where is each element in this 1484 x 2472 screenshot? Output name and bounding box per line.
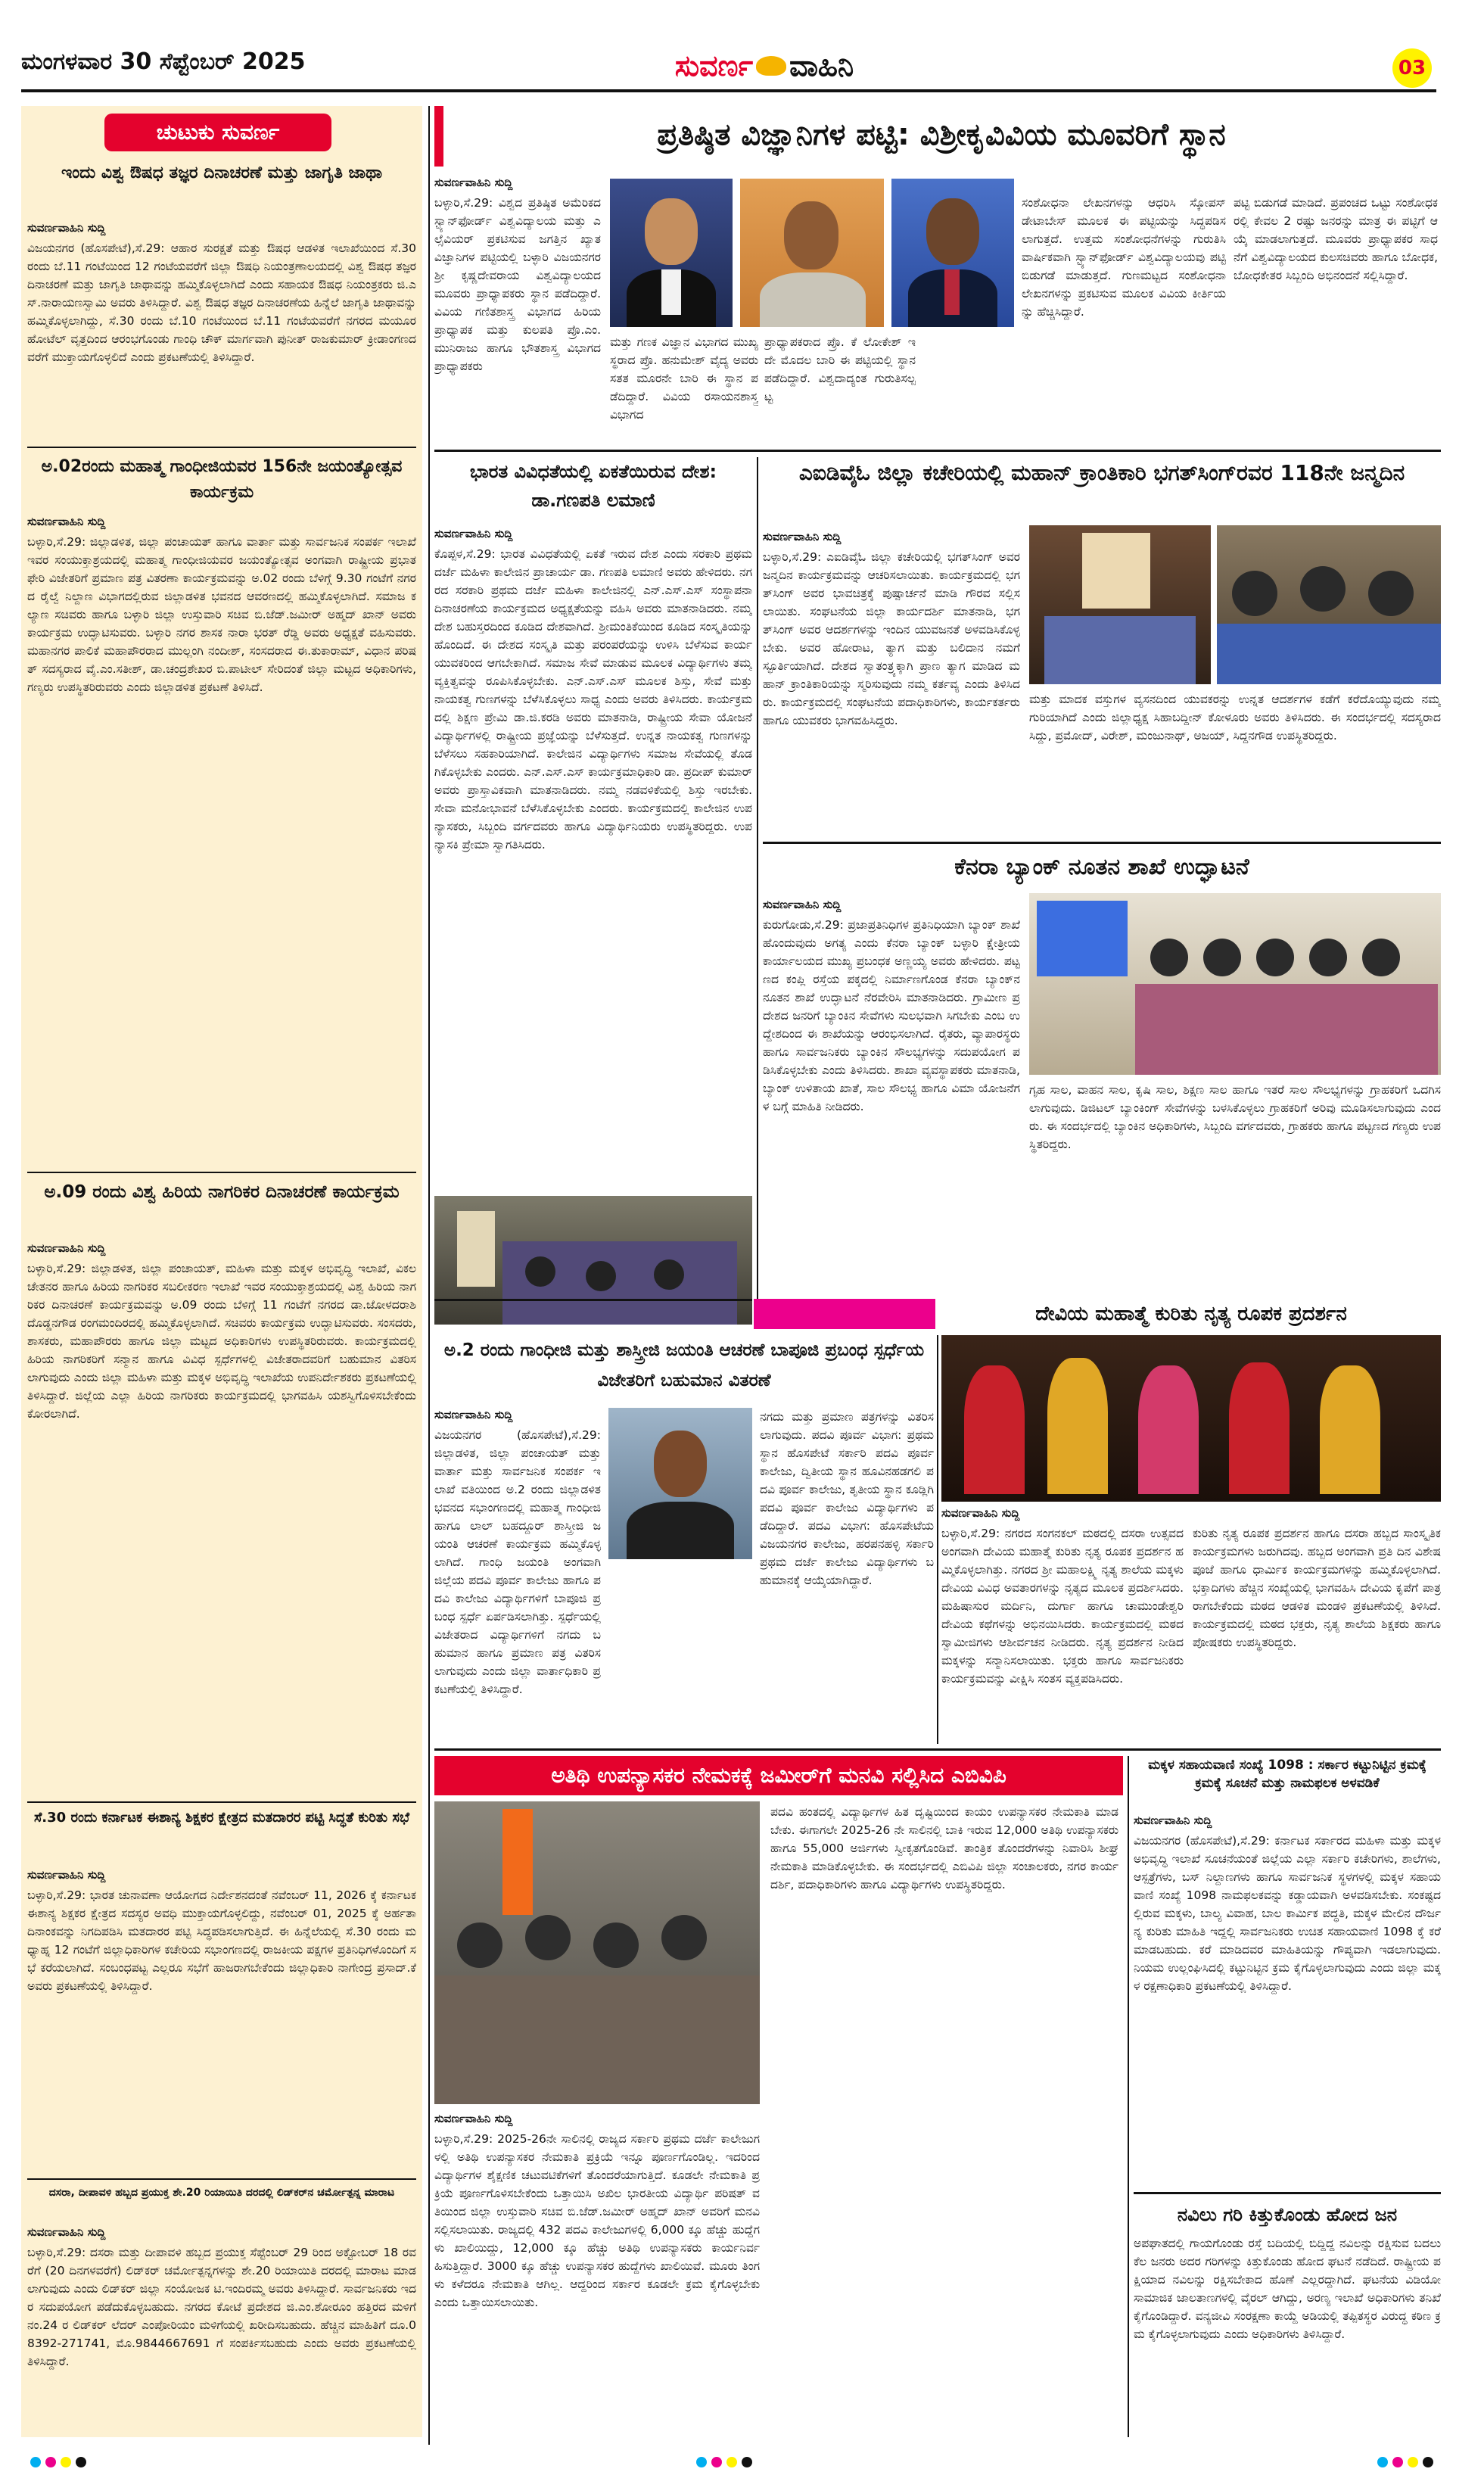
bhagat-body-2: ಮತ್ತು ಮಾದಕ ವಸ್ತುಗಳ ವ್ಯಸನದಿಂದ ಯುವಕರನ್ನು ಉನ್ನತ ಆದರ್ಶಗಳ ಕಡೆಗೆ ಕರೆದೊಯ್ಯುವುದು ನಮ್ಮ ಗುರಿಯಾಗಿದೆ ಎಂದು ಜಿಲ್ಲಾಧ್ಯಕ್ಷ ಸಿಹಾಬದ್ದೀನ್ ಕೋಳೂರು ಅವರು ತಿಳಿಸಿದರು. ಈ ಸಂದರ್ಭದಲ್ಲಿ ಸದಸ್ಯರಾದ ಸಿದ್ದು, ಪ್ರಮೋದ್, ವಿರೇಶ್, ಮಂಜುನಾಥ್, ಅಜಯ್, ಸಿದ್ದನಗೌಡ ಉಪಸ್ಥಿತರಿದ್ದರು. — [1029, 693, 1441, 743]
brief-5-headline: ದಸರಾ, ದೀಪಾವಳಿ ಹಬ್ಬದ ಪ್ರಯುಕ್ತ ಶೇ.20 ರಿಯಾಯಿತಿ ದರದಲ್ಲಿ ಲಿಡ್‌ಕರ್‌ನ ಚರ್ಮೋತ್ಪನ್ನ ಮಾರಾಟ — [48, 2187, 395, 2199]
masthead — [0, 0, 1484, 91]
top-story-col5: ಪಟ್ಟಿ ಬಿಡುಗಡೆ ಮಾಡಿದೆ. ಪ್ರಪಂಚದ ಒಟ್ಟು ಸಂಶೋಧಕರಲ್ಲಿ ಕೇವಲ 2 ರಷ್ಟು ಜನರನ್ನು ಮಾತ್ರ ಈ ಪಟ್ಟಿಗೆ ಆಯ್ಕೆ ಮಾಡಲಾಗುತ್ತದೆ. ಮೂವರು ಪ್ರಾಧ್ಯಾಪಕರ ಸಾಧನೆಗೆ ವಿಶ್ವವಿದ್ಯಾಲಯದ ಕುಲಸಚಿವರು ಹಾಗೂ ಬೋಧಕ, ಬೋಧಕೇತರ ಸಿಬ್ಬಂದಿ ಅಭಿನಂದನೆ ಸಲ್ಲಿಸಿದ್ದಾರೆ. — [1234, 196, 1438, 282]
banner-label: ಚುಟುಕು ಸುವರ್ಣ — [156, 120, 280, 145]
canara-photo — [1029, 893, 1441, 1075]
column-rule — [1128, 1756, 1129, 2437]
registration-dot — [711, 2457, 722, 2467]
left-column-banner — [104, 114, 331, 151]
registration-dot — [696, 2457, 707, 2467]
brief-2-headline: ಅ.02ರಂದು ಮಹಾತ್ಮ ಗಾಂಧೀಜಿಯವರ 156ನೇ ಜಯಂತ್ಯೋತ್ಸವ ಕಾರ್ಯಕ್ರಮ — [41, 457, 403, 502]
registration-dot — [742, 2457, 752, 2467]
guest-protest-photo — [434, 1801, 760, 2104]
magenta-accent-strip — [754, 1299, 935, 1329]
brief-4-body: ಬಳ್ಳಾರಿ,ಸೆ.29: ಭಾರತ ಚುನಾವಣಾ ಆಯೋಗದ ನಿರ್ದೇಶನದಂತೆ ನವೆಂಬರ್ 11, 2026 ಕ್ಕೆ ಕರ್ನಾಟಕ ಈಶಾನ್ಯ ಶಿಕ್ಷಕರ ಕ್ಷೇತ್ರದ ಸದಸ್ಯರ ಅವಧಿ ಮುಕ್ತಾಯಗೊಳ್ಳಲಿದ್ದು, ನವೆಂಬರ್ 01, 2025 ಕ್ಕೆ ಅರ್ಹತಾ ದಿನಾಂಕವನ್ನು ನಿಗದಿಪಡಿಸಿ ಮತದಾರರ ಪಟ್ಟಿ ಸಿದ್ಧಪಡಿಸಲಾಗುತ್ತಿದೆ. ಈ ಹಿನ್ನೆಲೆಯಲ್ಲಿ ಸೆ.30 ರಂದು ಮಧ್ಯಾಹ್ನ 12 ಗಂಟೆಗೆ ಜಿಲ್ಲಾಧಿಕಾರಿಗಳ ಕಚೇರಿಯ ಸಭಾಂಗಣದಲ್ಲಿ ರಾಜಕೀಯ ಪಕ್ಷಗಳ ಪ್ರತಿನಿಧಿಗಳೊಂದಿಗೆ ಸಭೆ ಕರೆಯಲಾಗಿದೆ. ಸಂಬಂಧಪಟ್ಟ ಎಲ್ಲರೂ ಸಭೆಗೆ ಹಾಜರಾಗಬೇಕೆಂದು ಜಿಲ್ಲಾಧಿಕಾರಿ ನಾಗೇಂದ್ರ ಪ್ರಸಾದ್.ಕೆ ಅವರು ಪ್ರಕಟಣೆಯಲ್ಲಿ ತಿಳಿಸಿದ್ದಾರೆ. — [27, 1888, 416, 1993]
diversity-body: ಕೊಪ್ಪಳ,ಸೆ.29: ಭಾರತ ವಿವಿಧತೆಯಲ್ಲಿ ಏಕತೆ ಇರುವ ದೇಶ ಎಂದು ಸರಕಾರಿ ಪ್ರಥಮ ದರ್ಜೆ ಮಹಿಳಾ ಕಾಲೇಜಿನ ಪ್ರಾಚಾರ್ಯ ಡಾ. ಗಣಪತಿ ಲಮಾಣಿ ಅವರು ಹೇಳಿದರು. ನಗರದ ಸರಕಾರಿ ಪ್ರಥಮ ದರ್ಜೆ ಮಹಿಳಾ ಕಾಲೇಜಿನಲ್ಲಿ ಎನ್.ಎಸ್.ಎಸ್ ಸಂಸ್ಥಾಪನಾ ದಿನಾಚರಣೆಯ ಕಾರ್ಯಕ್ರಮದ ಅಧ್ಯಕ್ಷತೆಯನ್ನು ವಹಿಸಿ ಅವರು ಮಾತನಾಡಿದರು. ನಮ್ಮ ದೇಶ ಬಹುಸ್ತರದಿಂದ ಕೂಡಿದ ದೇಶವಾಗಿದೆ. ಶ್ರೀಮಂತಿಕೆಯಿಂದ ಕೂಡಿದ ಸಂಸ್ಕೃತಿಯನ್ನು ಹೊಂದಿದೆ. ಈ ದೇಶದ ಸಂಸ್ಕೃತಿ ಮತ್ತು ಪರಂಪರೆಯನ್ನು ಉಳಿಸಿ ಬೆಳೆಸುವ ಕಾರ್ಯ ಯುವಕರಿಂದ ಆಗಬೇಕಾಗಿದೆ. ಸಮಾಜ ಸೇವೆ ಮಾಡುವ ಮೂಲಕ ವಿದ್ಯಾರ್ಥಿಗಳು ತಮ್ಮ ವ್ಯಕ್ತಿತ್ವವನ್ನು ರೂಪಿಸಿಕೊಳ್ಳಬೇಕು. ಎನ್.ಎಸ್.ಎಸ್ ಮೂಲಕ ಶಿಸ್ತು, ಸೇವೆ ಮತ್ತು ನಾಯಕತ್ವ ಗುಣಗಳನ್ನು ಬೆಳೆಸಿಕೊಳ್ಳಲು ಸಾಧ್ಯ ಎಂದು ಅವರು ತಿಳಿಸಿದರು. ಕಾರ್ಯಕ್ರಮದಲ್ಲಿ ಶಿಕ್ಷಣ ಪ್ರೇಮಿ ಡಾ.ಜಿ.ಕರಡಿ ಅವರು ಮಾತನಾಡಿ, ರಾಷ್ಟ್ರೀಯ ಸೇವಾ ಯೋಜನೆ ವಿದ್ಯಾರ್ಥಿಗಳಲ್ಲಿ ರಾಷ್ಟ್ರೀಯ ಪ್ರಜ್ಞೆಯನ್ನು ಬೆಳೆಸುತ್ತದೆ. ಉನ್ನತ ನಾಯಕತ್ವ ಗುಣಗಳನ್ನು ಬೆಳೆಸಲು ಸಹಕಾರಿಯಾಗಿದೆ. ಕಾಲೇಜಿನ ವಿದ್ಯಾರ್ಥಿಗಳು ಸಮಾಜ ಸೇವೆಯಲ್ಲಿ ತೊಡಗಿಕೊಳ್ಳಬೇಕು ಎಂದರು. ಎನ್.ಎಸ್.ಎಸ್ ಕಾರ್ಯಕ್ರಮಾಧಿಕಾರಿ ಡಾ. ಪ್ರದೀಪ್ ಕುಮಾರ್ ಅವರು ಪ್ರಾಸ್ತಾವಿಕವಾಗಿ ಮಾತನಾಡಿದರು. ನಮ್ಮ ನಡವಳಿಕೆಯಲ್ಲಿ ಶಿಸ್ತು ಇರಬೇಕು. ಸೇವಾ ಮನೋಭಾವನೆ ಬೆಳೆಸಿಕೊಳ್ಳಬೇಕು ಎಂದರು. ಕಾರ್ಯಕ್ರಮದಲ್ಲಿ ಕಾಲೇಜಿನ ಉಪನ್ಯಾಸಕರು, ಸಿಬ್ಬಂದಿ ವರ್ಗದವರು ಹಾಗೂ ವಿದ್ಯಾರ್ಥಿನಿಯರು ಉಪಸ್ಥಿತರಿದ್ದರು. ಉಪನ್ಯಾಸಕಿ ಪ್ರೇಮಾ ಸ್ವಾಗತಿಸಿದರು. — [434, 547, 752, 852]
bhagat-photo-1 — [1029, 525, 1211, 684]
canara-story — [763, 849, 1441, 1296]
registration-marks-left — [30, 2457, 86, 2467]
registration-dot — [76, 2457, 86, 2467]
column-rule — [937, 1335, 938, 1744]
diversity-credit: ಸುವರ್ಣವಾಹಿನಿ ಸುದ್ದಿ — [434, 527, 513, 540]
top-story-headline: ಪ್ರತಿಷ್ಠಿತ ವಿಜ್ಞಾನಿಗಳ ಪಟ್ಟಿ: ವಿಶ್ರೀಕೃವಿವಿಯ ಮೂವರಿಗೆ ಸ್ಥಾನ — [657, 117, 1226, 152]
dance-headline: ದೇವಿಯ ಮಹಾತ್ಮೆ ಕುರಿತು ನೃತ್ಯ ರೂಪಕ ಪ್ರದರ್ಶನ — [1035, 1303, 1347, 1325]
brief-5-credit: ಸುವರ್ಣವಾಹಿನಿ ಸುದ್ದಿ — [27, 2225, 106, 2239]
registration-dot — [45, 2457, 56, 2467]
column-rule — [428, 106, 430, 2445]
essay-headline: ಅ.2 ರಂದು ಗಾಂಧೀಜಿ ಮತ್ತು ಶಾಸ್ತ್ರೀಜಿ ಜಯಂತಿ ಆಚರಣೆ ಬಾಪೂಜಿ ಪ್ರಬಂಧ ಸ್ಪರ್ಧೆಯ ವಿಜೇತರಿಗೆ ಬಹುಮಾನ ವಿತರಣೆ — [443, 1340, 925, 1390]
brief-1-headline: ಇಂದು ವಿಶ್ವ ಔಷಧ ತಜ್ಞರ ದಿನಾಚರಣೆ ಮತ್ತು ಜಾಗೃತಿ ಜಾಥಾ — [61, 163, 383, 182]
masthead-date: ಮಂಗಳವಾರ 30 ಸೆಪ್ಟೆಂಬರ್ 2025 — [21, 48, 306, 75]
registration-dot — [61, 2457, 71, 2467]
brief-4-credit: ಸುವರ್ಣವಾಹಿನಿ ಸುದ್ದಿ — [27, 1868, 106, 1882]
bhagat-photo-2 — [1217, 525, 1441, 684]
section-rule — [434, 1748, 1441, 1751]
guest-headline: ಅತಿಥಿ ಉಪನ್ಯಾಸಕರ ನೇಮಕಕ್ಕೆ ಜಮೀರ್‌ಗೆ ಮನವಿ ಸಲ್ಲಿಸಿದ ಎಬಿವಿಪಿ — [551, 1763, 1006, 1788]
registration-dot — [1408, 2457, 1418, 2467]
classroom-photo — [434, 1196, 752, 1325]
essay-body: ವಿಜಯನಗರ (ಹೊಸಪೇಟೆ),ಸೆ.29: ಜಿಲ್ಲಾಡಳಿತ, ಜಿಲ್ಲಾ ಪಂಚಾಯತ್ ಮತ್ತು ವಾರ್ತಾ ಮತ್ತು ಸಾರ್ವಜನಿಕ ಸಂಪರ್ಕ ಇಲಾಖೆ ವತಿಯಿಂದ ಅ.2 ರಂದು ಜಿಲ್ಲಾಡಳಿತ ಭವನದ ಸಭಾಂಗಣದಲ್ಲಿ ಮಹಾತ್ಮ ಗಾಂಧೀಜಿ ಹಾಗೂ ಲಾಲ್ ಬಹದ್ದೂರ್ ಶಾಸ್ತ್ರೀಜಿ ಜಯಂತಿ ಆಚರಣೆ ಕಾರ್ಯಕ್ರಮ ಹಮ್ಮಿಕೊಳ್ಳಲಾಗಿದೆ. ಗಾಂಧಿ ಜಯಂತಿ ಅಂಗವಾಗಿ ಜಿಲ್ಲೆಯ ಪದವಿ ಪೂರ್ವ ಕಾಲೇಜು ಹಾಗೂ ಪದವಿ ಕಾಲೇಜು ವಿದ್ಯಾರ್ಥಿಗಳಿಗೆ ಬಾಪೂಜಿ ಪ್ರಬಂಧ ಸ್ಪರ್ಧೆ ಏರ್ಪಡಿಸಲಾಗಿತ್ತು. ಸ್ಪರ್ಧೆಯಲ್ಲಿ ವಿಜೇತರಾದ ವಿದ್ಯಾರ್ಥಿಗಳಿಗೆ ನಗದು ಬಹುಮಾನ ಹಾಗೂ ಪ್ರಮಾಣ ಪತ್ರ ವಿತರಿಸಲಾಗುವುದು ಎಂದು ಜಿಲ್ಲಾ ವಾರ್ತಾಧಿಕಾರಿ ಪ್ರಕಟಣೆಯಲ್ಲಿ ತಿಳಿಸಿದ್ದಾರೆ. — [434, 1428, 601, 1696]
registration-dot — [1377, 2457, 1388, 2467]
top-story-col3: ಪ್ರಾಧ್ಯಾಪಕರಾದ ಪ್ರೊ. ಕೆ ಲೋಕೇಶ್ ಇದೇ ಮೊದಲ ಬಾರಿ ಈ ಪಟ್ಟಿಯಲ್ಲಿ ಸ್ಥಾನ ಪಡೆದಿದ್ದಾರೆ. ವಿಶ್ವದಾದ್ಯಂತ ಗುರುತಿಸಲ್ಪಟ್ಟ — [764, 335, 916, 403]
brief-3-headline: ಅ.09 ರಂದು ವಿಶ್ವ ಹಿರಿಯ ನಾಗರಿಕರ ದಿನಾಚರಣೆ ಕಾರ್ಯಕ್ರಮ — [44, 1182, 400, 1202]
guest-body: ಬಳ್ಳಾರಿ,ಸೆ.29: 2025-26ನೇ ಸಾಲಿನಲ್ಲಿ ರಾಜ್ಯದ ಸರ್ಕಾರಿ ಪ್ರಥಮ ದರ್ಜೆ ಕಾಲೇಜುಗಳಲ್ಲಿ ಅತಿಥಿ ಉಪನ್ಯಾಸಕರ ನೇಮಕಾತಿ ಪ್ರಕ್ರಿಯೆ ಇನ್ನೂ ಪೂರ್ಣಗೊಂಡಿಲ್ಲ. ಇದರಿಂದ ವಿದ್ಯಾರ್ಥಿಗಳ ಶೈಕ್ಷಣಿಕ ಚಟುವಟಿಕೆಗಳಿಗೆ ತೊಂದರೆಯಾಗುತ್ತಿದೆ. ಕೂಡಲೇ ನೇಮಕಾತಿ ಪ್ರಕ್ರಿಯೆ ಪೂರ್ಣಗೊಳಿಸಬೇಕೆಂದು ಒತ್ತಾಯಿಸಿ ಅಖಿಲ ಭಾರತೀಯ ವಿದ್ಯಾರ್ಥಿ ಪರಿಷತ್ ವತಿಯಿಂದ ಜಿಲ್ಲಾ ಉಸ್ತುವಾರಿ ಸಚಿವ ಬಿ.ಜೆಡ್.ಜಮೀರ್ ಅಹ್ಮದ್ ಖಾನ್ ಅವರಿಗೆ ಮನವಿ ಸಲ್ಲಿಸಲಾಯಿತು. ರಾಜ್ಯದಲ್ಲಿ 432 ಪದವಿ ಕಾಲೇಜುಗಳಲ್ಲಿ 6,000 ಕ್ಕೂ ಹೆಚ್ಚು ಹುದ್ದೆಗಳು ಖಾಲಿಯಿದ್ದು, 12,000 ಕ್ಕೂ ಹೆಚ್ಚು ಅತಿಥಿ ಉಪನ್ಯಾಸಕರು ಕಾರ್ಯನಿರ್ವಹಿಸುತ್ತಿದ್ದಾರೆ. 3000 ಕ್ಕೂ ಹೆಚ್ಚು ಉಪನ್ಯಾಸಕರ ಹುದ್ದೆಗಳು ಖಾಲಿಯಿವೆ. ಮೂರು ತಿಂಗಳು ಕಳೆದರೂ ನೇಮಕಾತಿ ಆಗಿಲ್ಲ. ಆದ್ದರಿಂದ ಸರ್ಕಾರ ಕೂಡಲೇ ಕ್ರಮ ಕೈಗೊಳ್ಳಬೇಕು ಎಂದು ಒತ್ತಾಯಿಸಲಾಯಿತು. — [434, 2132, 760, 2309]
registration-marks-right — [1377, 2457, 1433, 2467]
peacock-headline: ನವಿಲು ಗರಿ ಕಿತ್ತುಕೊಂಡು ಹೋದ ಜನ — [1177, 2204, 1398, 2225]
brief-3-credit: ಸುವರ್ಣವಾಹಿನಿ ಸುದ್ದಿ — [27, 1241, 106, 1255]
brief-3-body: ಬಳ್ಳಾರಿ,ಸೆ.29: ಜಿಲ್ಲಾಡಳಿತ, ಜಿಲ್ಲಾ ಪಂಚಾಯತ್, ಮಹಿಳಾ ಮತ್ತು ಮಕ್ಕಳ ಅಭಿವೃದ್ಧಿ ಇಲಾಖೆ, ವಿಕಲಚೇತನರ ಹಾಗೂ ಹಿರಿಯ ನಾಗರಿಕರ ಸಬಲೀಕರಣ ಇಲಾಖೆ ಇವರ ಸಂಯುಕ್ತಾಶ್ರಯದಲ್ಲಿ ವಿಶ್ವ ಹಿರಿಯ ನಾಗರಿಕರ ದಿನಾಚರಣೆ ಕಾರ್ಯಕ್ರಮವನ್ನು ಅ.09 ರಂದು ಬೆಳಿಗ್ಗೆ 11 ಗಂಟೆಗೆ ನಗರದ ಡಾ.ಜೋಳದರಾಶಿ ದೊಡ್ಡನಗೌಡ ರಂಗಮಂದಿರದಲ್ಲಿ ಹಮ್ಮಿಕೊಳ್ಳಲಾಗಿದೆ. ಸಚಿವರು ಕಾರ್ಯಕ್ರಮ ಉದ್ಘಾಟಿಸುವರು. ಸಂಸದರು, ಶಾಸಕರು, ಮಹಾಪೌರರು ಹಾಗೂ ಜಿಲ್ಲಾ ಮಟ್ಟದ ಅಧಿಕಾರಿಗಳು ಉಪಸ್ಥಿತರಿರುವರು. ಕಾರ್ಯಕ್ರಮದಲ್ಲಿ ಹಿರಿಯ ನಾಗರಿಕರಿಗೆ ಸನ್ಮಾನ ಹಾಗೂ ವಿವಿಧ ಸ್ಪರ್ಧೆಗಳಲ್ಲಿ ವಿಜೇತರಾದವರಿಗೆ ಬಹುಮಾನ ವಿತರಿಸಲಾಗುವುದು ಎಂದು ಜಿಲ್ಲಾ ಮಹಿಳಾ ಮತ್ತು ಮಕ್ಕಳ ಅಭಿವೃದ್ಧಿ ಇಲಾಖೆಯ ಉಪನಿರ್ದೇಶಕರು ಪ್ರಕಟಣೆಯಲ್ಲಿ ತಿಳಿಸಿದ್ದಾರೆ. ಜಿಲ್ಲೆಯ ಎಲ್ಲಾ ಹಿರಿಯ ನಾಗರಿಕರು ಕಾರ್ಯಕ್ರಮದಲ್ಲಿ ಭಾಗವಹಿಸಿ ಯಶಸ್ವಿಗೊಳಿಸಬೇಕೆಂದು ಕೋರಲಾಗಿದೆ. — [27, 1262, 416, 1421]
column-rule — [757, 457, 758, 1328]
section-rule — [763, 842, 1441, 844]
brief-1-credit: ಸುವರ್ಣವಾಹಿನಿ ಸುದ್ದಿ — [27, 221, 106, 235]
top-story-kicker-bar — [434, 106, 443, 167]
helpline-story — [1134, 1756, 1441, 2187]
canara-credit: ಸುವರ್ಣವಾಹಿನಿ ಸುದ್ದಿ — [763, 898, 842, 911]
brief-divider — [27, 447, 416, 448]
registration-dot — [726, 2457, 737, 2467]
brief-divider — [27, 1801, 416, 1803]
scientist-photo-2 — [740, 179, 884, 327]
top-story-credit: ಸುವರ್ಣವಾಹಿನಿ ಸುದ್ದಿ — [434, 176, 513, 189]
masthead-paper-name-right: ವಾಹಿನಿ — [789, 48, 854, 83]
brief-4-headline: ಸೆ.30 ರಂದು ಕರ್ನಾಟಕ ಈಶಾನ್ಯ ಶಿಕ್ಷಕರ ಕ್ಷೇತ್ರದ ಮತದಾರರ ಪಟ್ಟಿ ಸಿದ್ಧತೆ ಕುರಿತು ಸಭೆ — [34, 1810, 409, 1826]
canara-headline: ಕೆನರಾ ಬ್ಯಾಂಕ್ ನೂತನ ಶಾಖೆ ಉದ್ಘಾಟನೆ — [954, 854, 1249, 880]
logo-emblem-icon — [756, 56, 786, 76]
masthead-logo — [621, 47, 908, 85]
guest-body-2: ಪದವಿ ಹಂತದಲ್ಲಿ ವಿದ್ಯಾರ್ಥಿಗಳ ಹಿತ ದೃಷ್ಟಿಯಿಂದ ಕಾಯಂ ಉಪನ್ಯಾಸಕರ ನೇಮಕಾತಿ ಮಾಡಬೇಕು. ಈಗಾಗಲೇ 2025-26 ನೇ ಸಾಲಿನಲ್ಲಿ ಬಾಕಿ ಇರುವ 12,000 ಅತಿಥಿ ಉಪನ್ಯಾಸಕರು ಹಾಗೂ 55,000 ಅರ್ಜಿಗಳು ಸ್ವೀಕೃತಗೊಂಡಿವೆ. ತಾಂತ್ರಿಕ ತೊಂದರೆಗಳನ್ನು ನಿವಾರಿಸಿ ಶೀಘ್ರ ನೇಮಕಾತಿ ಮಾಡಿಕೊಳ್ಳಬೇಕು. ಈ ಸಂದರ್ಭದಲ್ಲಿ ಎಬಿವಿಪಿ ಜಿಲ್ಲಾ ಸಂಚಾಲಕರು, ನಗರ ಕಾರ್ಯದರ್ಶಿ, ಪದಾಧಿಕಾರಿಗಳು ಹಾಗೂ ವಿದ್ಯಾರ್ಥಿಗಳು ಉಪಸ್ಥಿತರಿದ್ದರು. — [770, 1805, 1118, 1891]
helpline-credit: ಸುವರ್ಣವಾಹಿನಿ ಸುದ್ದಿ — [1134, 1814, 1212, 1827]
registration-dot — [30, 2457, 41, 2467]
bhagat-story — [763, 457, 1441, 836]
left-column — [21, 106, 422, 2437]
brief-divider — [27, 2178, 416, 2180]
brief-divider — [27, 1172, 416, 1173]
bhagat-headline: ಎಐಡಿವೈಓ ಜಿಲ್ಲಾ ಕಚೇರಿಯಲ್ಲಿ ಮಹಾನ್ ಕ್ರಾಂತಿಕಾರಿ ಭಗತ್‌ಸಿಂಗ್‌ರವರ 118ನೇ ಜನ್ಮದಿನ — [798, 460, 1405, 485]
top-story-col2: ಮತ್ತು ಗಣಕ ವಿಜ್ಞಾನ ವಿಭಾಗದ ಮುಖ್ಯಸ್ಥರಾದ ಪ್ರೊ. ಹನುಮೇಶ್ ವೈದ್ಯ ಅವರು ಸತತ ಮೂರನೇ ಬಾರಿ ಈ ಸ್ಥಾನ ಪಡೆದಿದ್ದಾರೆ. ವಿವಿಯ ರಸಾಯನಶಾಸ್ತ್ರ ವಿಭಾಗದ — [610, 335, 758, 422]
top-story-col1: ಬಳ್ಳಾರಿ,ಸೆ.29: ವಿಶ್ವದ ಪ್ರತಿಷ್ಠಿತ ಅಮೆರಿಕದ ಸ್ಟ್ಯಾನ್‌ಫೋರ್ಡ್ ವಿಶ್ವವಿದ್ಯಾಲಯ ಮತ್ತು ಎಲ್ಸೆವಿಯರ್ ಪ್ರಕಟಿಸುವ ಜಗತ್ತಿನ ಖ್ಯಾತ ವಿಜ್ಞಾನಿಗಳ ಪಟ್ಟಿಯಲ್ಲಿ ಬಳ್ಳಾರಿ ವಿಜಯನಗರ ಶ್ರೀ ಕೃಷ್ಣದೇವರಾಯ ವಿಶ್ವವಿದ್ಯಾಲಯದ ಮೂವರು ಪ್ರಾಧ್ಯಾಪಕರು ಸ್ಥಾನ ಪಡೆದಿದ್ದಾರೆ. ವಿವಿಯ ಗಣಿತಶಾಸ್ತ್ರ ವಿಭಾಗದ ಹಿರಿಯ ಪ್ರಾಧ್ಯಾಪಕ ಮತ್ತು ಕುಲಪತಿ ಪ್ರೊ.ಎಂ.ಮುನಿರಾಜು ಹಾಗೂ ಭೌತಶಾಸ್ತ್ರ ವಿಭಾಗದ ಪ್ರಾಧ್ಯಾಪಕರು — [434, 196, 601, 373]
bhagat-body: ಬಳ್ಳಾರಿ,ಸೆ.29: ಎಐಡಿವೈಓ ಜಿಲ್ಲಾ ಕಚೇರಿಯಲ್ಲಿ ಭಗತ್‌ಸಿಂಗ್ ಅವರ ಜನ್ಮದಿನ ಕಾರ್ಯಕ್ರಮವನ್ನು ಆಚರಿಸಲಾಯಿತು. ಕಾರ್ಯಕ್ರಮದಲ್ಲಿ ಭಗತ್‌ಸಿಂಗ್ ಅವರ ಭಾವಚಿತ್ರಕ್ಕೆ ಪುಷ್ಪಾರ್ಚನೆ ಮಾಡಿ ಗೌರವ ಸಲ್ಲಿಸಲಾಯಿತು. ಸಂಘಟನೆಯ ಜಿಲ್ಲಾ ಕಾರ್ಯದರ್ಶಿ ಮಾತನಾಡಿ, ಭಗತ್‌ಸಿಂಗ್ ಅವರ ಆದರ್ಶಗಳನ್ನು ಇಂದಿನ ಯುವಜನತೆ ಅಳವಡಿಸಿಕೊಳ್ಳಬೇಕು. ಅವರ ಹೋರಾಟ, ತ್ಯಾಗ ಮತ್ತು ಬಲಿದಾನ ನಮಗೆ ಸ್ಫೂರ್ತಿಯಾಗಿದೆ. ದೇಶದ ಸ್ವಾತಂತ್ರ್ಯಕ್ಕಾಗಿ ಪ್ರಾಣ ತ್ಯಾಗ ಮಾಡಿದ ಮಹಾನ್ ಕ್ರಾಂತಿಕಾರಿಯನ್ನು ಸ್ಮರಿಸುವುದು ನಮ್ಮ ಕರ್ತವ್ಯ ಎಂದು ತಿಳಿಸಿದರು. ಕಾರ್ಯಕ್ರಮದಲ್ಲಿ ಸಂಘಟನೆಯ ಪದಾಧಿಕಾರಿಗಳು, ಕಾರ್ಯಕರ್ತರು ಹಾಗೂ ಯುವಕರು ಭಾಗವಹಿಸಿದ್ದರು. — [763, 550, 1020, 727]
helpline-body: ವಿಜಯನಗರ (ಹೊಸಪೇಟೆ),ಸೆ.29: ಕರ್ನಾಟಕ ಸರ್ಕಾರದ ಮಹಿಳಾ ಮತ್ತು ಮಕ್ಕಳ ಅಭಿವೃದ್ಧಿ ಇಲಾಖೆ ಸೂಚನೆಯಂತೆ ಜಿಲ್ಲೆಯ ಎಲ್ಲಾ ಸರ್ಕಾರಿ ಕಚೇರಿಗಳು, ಶಾಲೆಗಳು, ಆಸ್ಪತ್ರೆಗಳು, ಬಸ್ ನಿಲ್ದಾಣಗಳು ಹಾಗೂ ಸಾರ್ವಜನಿಕ ಸ್ಥಳಗಳಲ್ಲಿ ಮಕ್ಕಳ ಸಹಾಯವಾಣಿ ಸಂಖ್ಯೆ 1098 ನಾಮಫಲಕವನ್ನು ಕಡ್ಡಾಯವಾಗಿ ಅಳವಡಿಸಬೇಕು. ಸಂಕಷ್ಟದಲ್ಲಿರುವ ಮಕ್ಕಳು, ಬಾಲ್ಯ ವಿವಾಹ, ಬಾಲ ಕಾರ್ಮಿಕ ಪದ್ಧತಿ, ಮಕ್ಕಳ ಮೇಲಿನ ದೌರ್ಜನ್ಯ ಕುರಿತು ಮಾಹಿತಿ ಇದ್ದಲ್ಲಿ ಸಾರ್ವಜನಿಕರು ಉಚಿತ ಸಹಾಯವಾಣಿ 1098 ಕ್ಕೆ ಕರೆ ಮಾಡಬಹುದು. ಕರೆ ಮಾಡಿದವರ ಮಾಹಿತಿಯನ್ನು ಗೌಪ್ಯವಾಗಿ ಇಡಲಾಗುವುದು. ನಿಯಮ ಉಲ್ಲಂಘಿಸಿದಲ್ಲಿ ಕಟ್ಟುನಿಟ್ಟಿನ ಕ್ರಮ ಕೈಗೊಳ್ಳಲಾಗುವುದು ಎಂದು ಜಿಲ್ಲಾ ಮಕ್ಕಳ ರಕ್ಷಣಾಧಿಕಾರಿ ಪ್ರಕಟಣೆಯಲ್ಲಿ ತಿಳಿಸಿದ್ದಾರೆ. — [1134, 1834, 1441, 1993]
section-rule — [434, 450, 1441, 452]
masthead-paper-name-left: ಸುವರ್ಣ — [674, 48, 754, 83]
page-number: 03 — [1398, 57, 1426, 79]
diversity-story — [434, 457, 752, 1328]
brief-2-body: ಬಳ್ಳಾರಿ,ಸೆ.29: ಜಿಲ್ಲಾಡಳಿತ, ಜಿಲ್ಲಾ ಪಂಚಾಯತ್ ಹಾಗೂ ವಾರ್ತಾ ಮತ್ತು ಸಾರ್ವಜನಿಕ ಸಂಪರ್ಕ ಇಲಾಖೆ ಇವರ ಸಂಯುಕ್ತಾಶ್ರಯದಲ್ಲಿ ಮಹಾತ್ಮ ಗಾಂಧೀಜಿಯವರ ಜಯಂತ್ಯೋತ್ಸವ ಅಂಗವಾಗಿ ರಾಷ್ಟ್ರೀಯ ಪ್ರಭಾತ ಫೇರಿ ವಿಜೇತರಿಗೆ ಪ್ರಮಾಣ ಪತ್ರ ವಿತರಣಾ ಕಾರ್ಯಕ್ರಮವನ್ನು ಅ.02 ರಂದು ಬೆಳಿಗ್ಗೆ 9.30 ಗಂಟೆಗೆ ನಗರದ ರೈಲ್ವೆ ನಿಲ್ದಾಣ ವಿಭಾಗದಲ್ಲಿರುವ ಜಿಲ್ಲಾಡಳಿತ ಭವನದ ಆವರಣದಲ್ಲಿ ಹಮ್ಮಿಕೊಳ್ಳಲಾಗಿದೆ. ಸಮಾಜ ಕಲ್ಯಾಣ ಸಚಿವರು ಹಾಗೂ ಬಳ್ಳಾರಿ ಜಿಲ್ಲಾ ಉಸ್ತುವಾರಿ ಸಚಿವ ಬಿ.ಜೆಡ್.ಜಮೀರ್ ಅಹ್ಮದ್ ಖಾನ್ ಅವರು ಕಾರ್ಯಕ್ರಮ ಉದ್ಘಾಟಿಸುವರು. ಬಳ್ಳಾರಿ ನಗರ ಶಾಸಕ ನಾರಾ ಭರತ್ ರೆಡ್ಡಿ ಅವರು ಅಧ್ಯಕ್ಷತೆ ವಹಿಸುವರು. ಮಹಾನಗರ ಪಾಲಿಕೆ ಮಹಾಪೌರರಾದ ಮುಲ್ಲಂಗಿ ನಂದೀಶ್, ಸಂಸದರಾದ ಈ.ತುಕಾರಾಮ್, ವಿಧಾನ ಪರಿಷತ್ ಸದಸ್ಯರಾದ ವೈ.ಎಂ.ಸತೀಶ್, ಡಾ.ಚಂದ್ರಶೇಖರ ಬಿ.ಪಾಟೀಲ್ ಸೇರಿದಂತೆ ಜಿಲ್ಲಾ ಮಟ್ಟದ ಅಧಿಕಾರಿಗಳು, ಗಣ್ಯರು ಉಪಸ್ಥಿತರಿರುವರು ಎಂದು ಜಿಲ್ಲಾಡಳಿತ ಪ್ರಕಟಣೆ ತಿಳಿಸಿದೆ. — [27, 535, 416, 694]
page-number-badge — [1392, 48, 1432, 88]
essay-story — [434, 1335, 934, 1744]
brief-5-body: ಬಳ್ಳಾರಿ,ಸೆ.29: ದಸರಾ ಮತ್ತು ದೀಪಾವಳಿ ಹಬ್ಬದ ಪ್ರಯುಕ್ತ ಸೆಪ್ಟೆಂಬರ್ 29 ರಿಂದ ಅಕ್ಟೋಬರ್ 18 ರವರೆಗೆ (20 ದಿನಗಳವರೆಗೆ) ಲಿಡ್‌ಕರ್ ಚರ್ಮೋತ್ಪನ್ನಗಳನ್ನು ಶೇ.20 ರಿಯಾಯಿತಿ ದರದಲ್ಲಿ ಮಾರಾಟ ಮಾಡಲಾಗುವುದು ಎಂದು ಲಿಡ್‌ಕರ್ ಜಿಲ್ಲಾ ಸಂಯೋಜಕ ಟಿ.ಇಂದಿರಮ್ಮ ಅವರು ತಿಳಿಸಿದ್ದಾರೆ. ಸಾರ್ವಜನಿಕರು ಇದರ ಸದುಪಯೋಗ ಪಡೆದುಕೊಳ್ಳಬಹುದು. ನಗರದ ಕೋಟೆ ಪ್ರದೇಶದ ಜಿ.ಎಂ.ಶೋರೂಂ ಹತ್ತಿರದ ಮಳಿಗೆ ನಂ.24 ರ ಲಿಡ್‌ಕರ್ ಲೆದರ್ ಎಂಪೋರಿಯಂ ಮಳಿಗೆಯಲ್ಲಿ ಖರೀದಿಸಬಹುದು. ಹೆಚ್ಚಿನ ಮಾಹಿತಿಗೆ ದೂ.08392-271741, ಮೊ.9844667691 ಗೆ ಸಂಪರ್ಕಿಸಬಹುದು ಎಂದು ಅವರು ಪ್ರಕಟಣೆಯಲ್ಲಿ ತಿಳಿಸಿದ್ದಾರೆ. — [27, 2246, 416, 2368]
registration-marks-center — [696, 2457, 752, 2467]
brief-2-credit: ಸುವರ್ಣವಾಹಿನಿ ಸುದ್ದಿ — [27, 515, 106, 528]
dance-photo — [941, 1335, 1441, 1502]
dance-body-2: ಕುರಿತು ನೃತ್ಯ ರೂಪಕ ಪ್ರದರ್ಶನ ಹಾಗೂ ದಸರಾ ಹಬ್ಬದ ಸಾಂಸ್ಕೃತಿಕ ಕಾರ್ಯಕ್ರಮಗಳು ಜರುಗಿದವು. ಹಬ್ಬದ ಅಂಗವಾಗಿ ಪ್ರತಿ ದಿನ ವಿಶೇಷ ಪೂಜೆ ಹಾಗೂ ಧಾರ್ಮಿಕ ಕಾರ್ಯಕ್ರಮಗಳನ್ನು ಹಮ್ಮಿಕೊಳ್ಳಲಾಗಿದೆ. ಭಕ್ತಾದಿಗಳು ಹೆಚ್ಚಿನ ಸಂಖ್ಯೆಯಲ್ಲಿ ಭಾಗವಹಿಸಿ ದೇವಿಯ ಕೃಪೆಗೆ ಪಾತ್ರರಾಗಬೇಕೆಂದು ಮಠದ ಆಡಳಿತ ಮಂಡಳಿ ಪ್ರಕಟಣೆಯಲ್ಲಿ ತಿಳಿಸಿದೆ. ಕಾರ್ಯಕ್ರಮದಲ್ಲಿ ಮಠದ ಭಕ್ತರು, ನೃತ್ಯ ಶಾಲೆಯ ಶಿಕ್ಷಕರು ಹಾಗೂ ಪೋಷಕರು ಉಪಸ್ಥಿತರಿದ್ದರು. — [1193, 1527, 1441, 1649]
diversity-headline: ಭಾರತ ವಿವಿಧತೆಯಲ್ಲಿ ಏಕತೆಯಿರುವ ದೇಶ: ಡಾ.ಗಣಪತಿ ಲಮಾಣಿ — [469, 461, 717, 511]
canara-body-2: ಗೃಹ ಸಾಲ, ವಾಹನ ಸಾಲ, ಕೃಷಿ ಸಾಲ, ಶಿಕ್ಷಣ ಸಾಲ ಹಾಗೂ ಇತರೆ ಸಾಲ ಸೌಲಭ್ಯಗಳನ್ನು ಗ್ರಾಹಕರಿಗೆ ಒದಗಿಸಲಾಗುವುದು. ಡಿಜಿಟಲ್ ಬ್ಯಾಂಕಿಂಗ್ ಸೇವೆಗಳನ್ನು ಬಳಸಿಕೊಳ್ಳಲು ಗ್ರಾಹಕರಿಗೆ ಅರಿವು ಮೂಡಿಸಲಾಗುವುದು ಎಂದರು. ಈ ಸಂದರ್ಭದಲ್ಲಿ ಬ್ಯಾಂಕಿನ ಅಧಿಕಾರಿಗಳು, ಸಿಬ್ಬಂದಿ ವರ್ಗದವರು, ಗ್ರಾಹಕರು ಹಾಗೂ ಪಟ್ಟಣದ ಗಣ್ಯರು ಉಪಸ್ಥಿತರಿದ್ದರು. — [1029, 1083, 1441, 1151]
registration-dot — [1392, 2457, 1403, 2467]
section-rule — [434, 1299, 752, 1301]
scientist-photo-3 — [891, 179, 1014, 327]
guest-credit: ಸುವರ್ಣವಾಹಿನಿ ಸುದ್ದಿ — [434, 2112, 513, 2125]
dance-body: ಬಳ್ಳಾರಿ,ಸೆ.29: ನಗರದ ಸಂಗನಕಲ್ ಮಠದಲ್ಲಿ ದಸರಾ ಉತ್ಸವದ ಅಂಗವಾಗಿ ದೇವಿಯ ಮಹಾತ್ಮೆ ಕುರಿತು ನೃತ್ಯ ರೂಪಕ ಪ್ರದರ್ಶನ ಹಮ್ಮಿಕೊಳ್ಳಲಾಗಿತ್ತು. ನಗರದ ಶ್ರೀ ಮಹಾಲಕ್ಷ್ಮಿ ನೃತ್ಯ ಶಾಲೆಯ ಮಕ್ಕಳು ದೇವಿಯ ವಿವಿಧ ಅವತಾರಗಳನ್ನು ನೃತ್ಯದ ಮೂಲಕ ಪ್ರದರ್ಶಿಸಿದರು. ಮಹಿಷಾಸುರ ಮರ್ದಿನಿ, ದುರ್ಗಾ ಹಾಗೂ ಚಾಮುಂಡೇಶ್ವರಿ ದೇವಿಯ ಕಥೆಗಳನ್ನು ಅಭಿನಯಿಸಿದರು. ಕಾರ್ಯಕ್ರಮದಲ್ಲಿ ಮಠದ ಸ್ವಾಮೀಜಿಗಳು ಆಶೀರ್ವಚನ ನೀಡಿದರು. ನೃತ್ಯ ಪ್ರದರ್ಶನ ನೀಡಿದ ಮಕ್ಕಳನ್ನು ಸನ್ಮಾನಿಸಲಾಯಿತು. ಭಕ್ತರು ಹಾಗೂ ಸಾರ್ವಜನಿಕರು ಕಾರ್ಯಕ್ರಮವನ್ನು ವೀಕ್ಷಿಸಿ ಸಂತಸ ವ್ಯಕ್ತಪಡಿಸಿದರು. — [941, 1527, 1184, 1686]
essay-person-photo — [608, 1408, 752, 1559]
masthead-rule — [21, 89, 1436, 92]
essay-credit: ಸುವರ್ಣವಾಹಿನಿ ಸುದ್ದಿ — [434, 1408, 513, 1421]
top-story-col4: ಸಂಶೋಧನಾ ಲೇಖನಗಳನ್ನು ಆಧರಿಸಿ ಸ್ಕೋಪಸ್ ಡೇಟಾಬೇಸ್ ಮೂಲಕ ಈ ಪಟ್ಟಿಯನ್ನು ಸಿದ್ಧಪಡಿಸಲಾಗುತ್ತದೆ. ಉತ್ತಮ ಸಂಶೋಧನೆಗಳನ್ನು ಗುರುತಿಸಿ ವಾರ್ಷಿಕವಾಗಿ ಸ್ಟ್ಯಾನ್‌ಫೋರ್ಡ್ ವಿಶ್ವವಿದ್ಯಾಲಯವು ಪಟ್ಟಿ ಬಿಡುಗಡೆ ಮಾಡುತ್ತದೆ. ಗುಣಮಟ್ಟದ ಸಂಶೋಧನಾ ಲೇಖನಗಳನ್ನು ಪ್ರಕಟಿಸುವ ಮೂಲಕ ವಿವಿಯ ಕೀರ್ತಿಯನ್ನು ಹೆಚ್ಚಿಸಿದ್ದಾರೆ. — [1022, 196, 1226, 319]
top-story — [434, 106, 1441, 447]
peacock-story — [1134, 2200, 1441, 2434]
bhagat-credit: ಸುವರ್ಣವಾಹಿನಿ ಸುದ್ದಿ — [763, 530, 842, 543]
brief-1-body: ವಿಜಯನಗರ (ಹೊಸಪೇಟೆ),ಸೆ.29: ಆಹಾರ ಸುರಕ್ಷತೆ ಮತ್ತು ಔಷಧ ಆಡಳಿತ ಇಲಾಖೆಯಿಂದ ಸೆ.30 ರಂದು ಬೆ.11 ಗಂಟೆಯಿಂದ 12 ಗಂಟೆಯವರೆಗೆ ಜಿಲ್ಲಾ ಔಷಧಿ ನಿಯಂತ್ರಣಾಲಯದಲ್ಲಿ ವಿಶ್ವ ಔಷಧ ತಜ್ಞರ ದಿನಾಚರಣೆ ಮತ್ತು ಜಾಗೃತಿ ಜಾಥಾವನ್ನು ಹಮ್ಮಿಕೊಳ್ಳಲಾಗಿದೆ ಎಂದು ಸಹಾಯಕ ಔಷಧ ನಿಯಂತ್ರಕರು ಜಿ.ಎಸ್.ನಾರಾಯಣಸ್ವಾಮಿ ಅವರು ತಿಳಿಸಿದ್ದಾರೆ. ವಿಶ್ವ ಔಷಧ ತಜ್ಞರ ದಿನಾಚರಣೆಯ ಹಿನ್ನೆಲೆ ಜಾಗೃತಿ ಜಾಥಾವನ್ನು ಹಮ್ಮಿಕೊಳ್ಳಲಾಗಿದ್ದು, ಸೆ.30 ರಂದು ಬೆ.10 ಗಂಟೆಯಿಂದ ಬೆ.11 ಗಂಟೆಯವರೆಗೆ ನಗರದ ಮಯೂರ ಹೋಟೆಲ್ ವೃತ್ತದಿಂದ ಆರಂಭಗೊಂಡು ಗಾಂಧಿ ಚೌಕ್ ಮಾರ್ಗವಾಗಿ ಪುನೀತ್ ರಾಜಕುಮಾರ್ ಕ್ರೀಡಾಂಗಣದವರೆಗೆ ಮುಕ್ತಾಯಗೊಳ್ಳಲಿದೆ ಎಂದು ಪ್ರಕಟಣೆಯಲ್ಲಿ ತಿಳಿಸಿದ್ದಾರೆ. — [27, 241, 416, 364]
scientist-photo-1 — [610, 179, 733, 327]
guest-story — [434, 1756, 1123, 2437]
dance-credit: ಸುವರ್ಣವಾಹಿನಿ ಸುದ್ದಿ — [941, 1506, 1020, 1520]
essay-body-2: ನಗದು ಮತ್ತು ಪ್ರಮಾಣ ಪತ್ರಗಳನ್ನು ವಿತರಿಸಲಾಗುವುದು. ಪದವಿ ಪೂರ್ವ ವಿಭಾಗ: ಪ್ರಥಮ ಸ್ಥಾನ ಹೊಸಪೇಟೆ ಸರ್ಕಾರಿ ಪದವಿ ಪೂರ್ವ ಕಾಲೇಜು, ದ್ವಿತೀಯ ಸ್ಥಾನ ಹೂವಿನಹಡಗಲಿ ಪದವಿ ಪೂರ್ವ ಕಾಲೇಜು, ತೃತೀಯ ಸ್ಥಾನ ಕೂಡ್ಲಿಗಿ ಪದವಿ ಪೂರ್ವ ಕಾಲೇಜು ವಿದ್ಯಾರ್ಥಿಗಳು ಪಡೆದಿದ್ದಾರೆ. ಪದವಿ ವಿಭಾಗ: ಹೊಸಪೇಟೆಯ ವಿಜಯನಗರ ಕಾಲೇಜು, ಹರಪನಹಳ್ಳಿ ಸರ್ಕಾರಿ ಪ್ರಥಮ ದರ್ಜೆ ಕಾಲೇಜು ವಿದ್ಯಾರ್ಥಿಗಳು ಬಹುಮಾನಕ್ಕೆ ಆಯ್ಕೆಯಾಗಿದ್ದಾರೆ. — [760, 1410, 934, 1587]
section-rule — [1134, 2192, 1441, 2194]
registration-dot — [1423, 2457, 1433, 2467]
helpline-headline: ಮಕ್ಕಳ ಸಹಾಯವಾಣಿ ಸಂಖ್ಯೆ 1098 : ಸರ್ಕಾರ ಕಟ್ಟುನಿಟ್ಟಿನ ಕ್ರಮಕ್ಕೆ ಕ್ರಮಕ್ಕೆ ಸೂಚನೆ ಮತ್ತು ನಾಮಫಲಕ ಅಳವಡಿಕೆ — [1148, 1757, 1426, 1791]
canara-body: ಕುರುಗೋಡು,ಸೆ.29: ಪ್ರಜಾಪ್ರತಿನಿಧಿಗಳ ಪ್ರತಿನಿಧಿಯಾಗಿ ಬ್ಯಾಂಕ್ ಶಾಖೆ ಹೊಂದುವುದು ಅಗತ್ಯ ಎಂದು ಕೆನರಾ ಬ್ಯಾಂಕ್ ಬಳ್ಳಾರಿ ಕ್ಷೇತ್ರೀಯ ಕಾರ್ಯಾಲಯದ ಮುಖ್ಯ ಪ್ರಬಂಧಕ ಅಣ್ಣಯ್ಯ ಅವರು ಹೇಳಿದರು. ಪಟ್ಟಣದ ಕಂಪ್ಲಿ ರಸ್ತೆಯ ಪಕ್ಕದಲ್ಲಿ ನಿರ್ಮಾಣಗೊಂಡ ಕೆನರಾ ಬ್ಯಾಂಕ್‌ನ ನೂತನ ಶಾಖೆ ಉದ್ಘಾಟನೆ ನೆರವೇರಿಸಿ ಮಾತನಾಡಿದರು. ಗ್ರಾಮೀಣ ಪ್ರದೇಶದ ಜನರಿಗೆ ಬ್ಯಾಂಕಿನ ಸೇವೆಗಳು ಸುಲಭವಾಗಿ ಸಿಗಬೇಕು ಎಂಬ ಉದ್ದೇಶದಿಂದ ಈ ಶಾಖೆಯನ್ನು ಆರಂಭಿಸಲಾಗಿದೆ. ರೈತರು, ವ್ಯಾಪಾರಸ್ಥರು ಹಾಗೂ ಸಾರ್ವಜನಿಕರು ಬ್ಯಾಂಕಿನ ಸೌಲಭ್ಯಗಳನ್ನು ಸದುಪಯೋಗ ಪಡಿಸಿಕೊಳ್ಳಬೇಕು ಎಂದು ತಿಳಿಸಿದರು. ಶಾಖಾ ವ್ಯವಸ್ಥಾಪಕರು ಮಾತನಾಡಿ, ಬ್ಯಾಂಕ್ ಉಳಿತಾಯ ಖಾತೆ, ಸಾಲ ಸೌಲಭ್ಯ ಹಾಗೂ ವಿಮಾ ಯೋಜನೆಗಳ ಬಗ್ಗೆ ಮಾಹಿತಿ ನೀಡಿದರು. — [763, 918, 1020, 1113]
peacock-body: ಅಪಘಾತದಲ್ಲಿ ಗಾಯಗೊಂಡು ರಸ್ತೆ ಬದಿಯಲ್ಲಿ ಬಿದ್ದಿದ್ದ ನವಿಲನ್ನು ರಕ್ಷಿಸುವ ಬದಲು ಕೆಲ ಜನರು ಅದರ ಗರಿಗಳನ್ನು ಕಿತ್ತುಕೊಂಡು ಹೋದ ಘಟನೆ ನಡೆದಿದೆ. ರಾಷ್ಟ್ರೀಯ ಪಕ್ಷಿಯಾದ ನವಿಲನ್ನು ರಕ್ಷಿಸಬೇಕಾದ ಹೊಣೆ ಎಲ್ಲರದ್ದಾಗಿದೆ. ಘಟನೆಯ ವಿಡಿಯೋ ಸಾಮಾಜಿಕ ಜಾಲತಾಣಗಳಲ್ಲಿ ವೈರಲ್ ಆಗಿದ್ದು, ಅರಣ್ಯ ಇಲಾಖೆ ಅಧಿಕಾರಿಗಳು ತನಿಖೆ ಕೈಗೊಂಡಿದ್ದಾರೆ. ವನ್ಯಜೀವಿ ಸಂರಕ್ಷಣಾ ಕಾಯ್ದೆ ಅಡಿಯಲ್ಲಿ ತಪ್ಪಿತಸ್ಥರ ವಿರುದ್ಧ ಕಠಿಣ ಕ್ರಮ ಕೈಗೊಳ್ಳಲಾಗುವುದು ಎಂದು ಅಧಿಕಾರಿಗಳು ತಿಳಿಸಿದ್ದಾರೆ. — [1134, 2237, 1441, 2341]
